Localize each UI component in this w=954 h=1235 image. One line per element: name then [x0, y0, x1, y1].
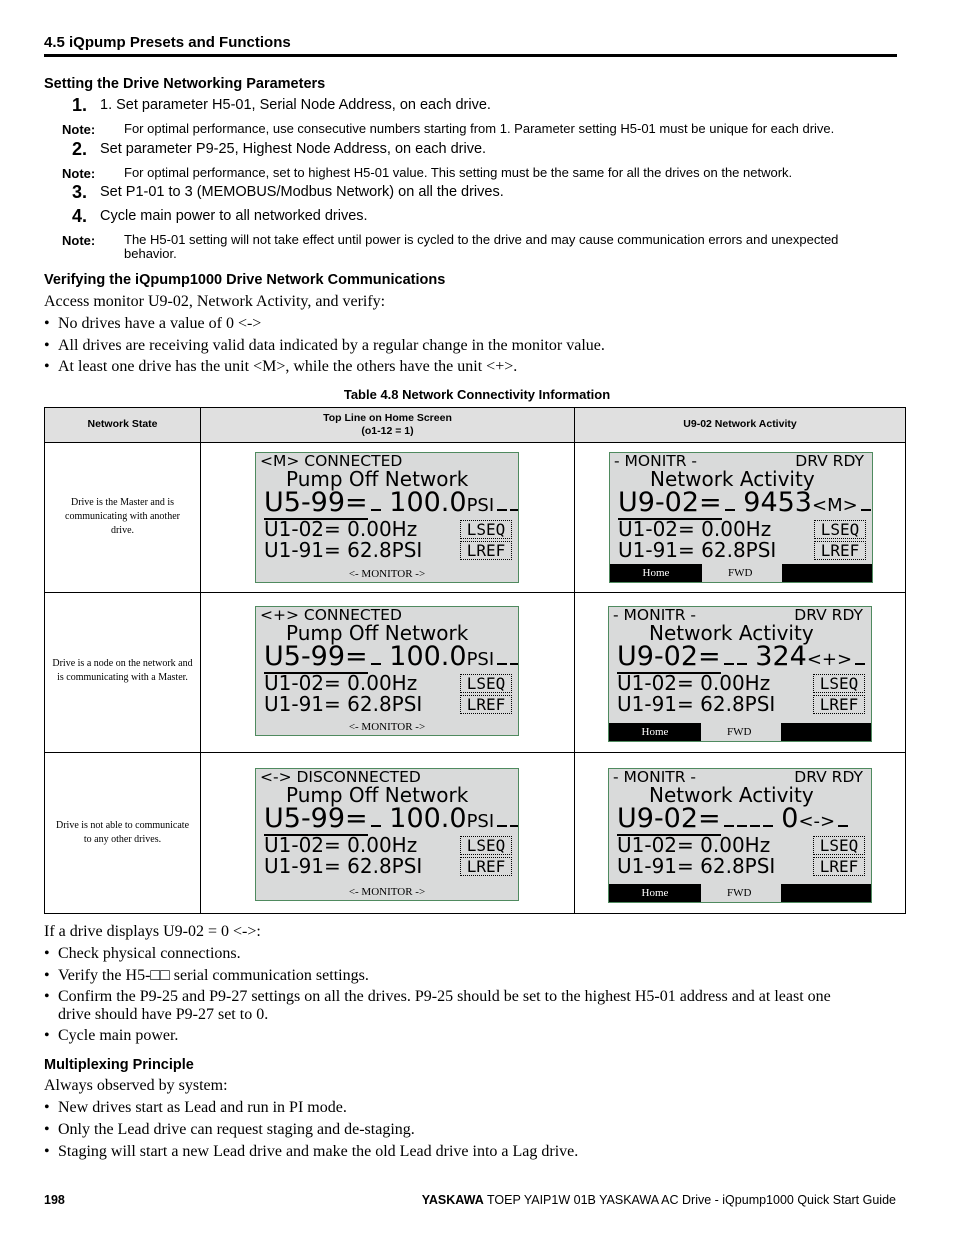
- troubleshoot-intro: If a drive displays U9-02 = 0 <->:: [44, 923, 261, 940]
- step-number: 2.: [72, 139, 88, 159]
- lref-indicator: LREF: [814, 541, 866, 560]
- list-item: • No drives have a value of 0 <->: [44, 315, 262, 332]
- table-caption: Table 4.8 Network Connectivity Information: [343, 387, 611, 402]
- list-item: • All drives are receiving valid data indicated by a regular change in the monitor value.: [44, 337, 605, 354]
- note-text: For optimal performance, set to highest H5-01 value. This setting must be the same for all the drives on the network.: [124, 165, 793, 180]
- network-activity-display: - MONITR - DRV RDY Network Activity U9-02= 324<+> U1-02= 0.00Hz U1-91= 62.8PSI LSEQ LREF Home FWD: [608, 606, 872, 742]
- network-activity-display: - MONITR - DRV RDY Network Activity U9-02= 9453<M> U1-02= 0.00Hz U1-91= 62.8PSI LSEQ LREF Home FWD: [609, 452, 873, 583]
- lref-indicator: LREF: [813, 695, 865, 714]
- list-item: • At least one drive has the unit <M>, while the others have the unit <+>.: [44, 358, 518, 375]
- column-header: Top Line on Home Screen (o1-12 = 1): [323, 412, 452, 437]
- step-number: 4.: [72, 206, 88, 226]
- column-header: U9-02 Network Activity: [683, 418, 797, 430]
- step-text: 1. Set parameter H5-01, Serial Node Address, on each drive.: [100, 97, 491, 113]
- column-header: Network State: [87, 418, 158, 430]
- note-label: Note:: [62, 166, 96, 181]
- lref-indicator: LREF: [813, 857, 865, 876]
- lseq-indicator: LSEQ: [813, 836, 865, 855]
- section-header: 4.5 iQpump Presets and Functions: [44, 34, 291, 51]
- home-screen-display: <M> CONNECTED Pump Off Network U5-99= 100.0PSI U1-02= 0.00Hz U1-91= 62.8PSI LSEQ LREF <- MONITOR ->: [255, 452, 519, 583]
- verify-heading: Verifying the iQpump1000 Drive Network Communications: [44, 272, 446, 288]
- note-text: The H5-01 setting will not take effect until power is cycled to the drive and may cause communication errors and unexpected: [124, 232, 839, 247]
- network-state-cell: Drive is a node on the network and is communicating with a Master.: [52, 658, 193, 683]
- network-state-cell: Drive is the Master and is communicating with another drive.: [65, 497, 180, 536]
- lseq-indicator: LSEQ: [460, 836, 512, 855]
- fwd-indicator: FWD: [727, 887, 752, 899]
- fwd-indicator: FWD: [728, 567, 753, 579]
- footer-doc-title: TOEP YAIP1W 01B YASKAWA AC Drive - iQpump1000 Quick Start Guide: [483, 1193, 896, 1207]
- note-text: behavior.: [124, 246, 177, 261]
- network-connectivity-table: [44, 407, 906, 914]
- list-item: • Check physical connections.: [44, 945, 241, 962]
- step-text: Set P1-01 to 3 (MEMOBUS/Modbus Network) on all the drives.: [100, 184, 504, 200]
- multiplex-intro: Always observed by system:: [44, 1077, 228, 1094]
- home-softkey: Home: [609, 723, 701, 741]
- list-item-continuation: drive should have P9-27 set to 0.: [58, 1006, 269, 1023]
- list-item: • Verify the H5-□□ serial communication settings.: [44, 967, 369, 984]
- lseq-indicator: LSEQ: [814, 520, 866, 539]
- footer-text: [422, 1193, 896, 1207]
- step-text: Set parameter P9-25, Highest Node Address, on each drive.: [100, 141, 487, 157]
- fwd-indicator: FWD: [727, 726, 752, 738]
- list-item: • Staging will start a new Lead drive and make the old Lead drive into a Lag drive.: [44, 1143, 579, 1160]
- lseq-indicator: LSEQ: [813, 674, 865, 693]
- list-item: • New drives start as Lead and run in PI mode.: [44, 1099, 347, 1116]
- lseq-indicator: LSEQ: [460, 520, 512, 539]
- home-screen-display: <+> CONNECTED Pump Off Network U5-99= 100.0PSI U1-02= 0.00Hz U1-91= 62.8PSI LSEQ LREF <- MONITOR ->: [255, 606, 519, 736]
- setting-heading: Setting the Drive Networking Parameters: [44, 76, 326, 92]
- page-number: 198: [44, 1193, 65, 1207]
- step-text: Cycle main power to all networked drives.: [100, 208, 368, 224]
- network-state-cell: Drive is not able to communicate to any other drives.: [55, 820, 190, 845]
- note-text: For optimal performance, use consecutive numbers starting from 1. Parameter setting H5-01 must be unique for each drive.: [124, 121, 835, 136]
- list-item: • Confirm the P9-25 and P9-27 settings on all the drives. P9-25 should be set to the highest H5-01 address and at least one: [44, 988, 831, 1005]
- lref-indicator: LREF: [460, 695, 512, 714]
- list-item: • Only the Lead drive can request staging and de-staging.: [44, 1121, 415, 1138]
- note-label: Note:: [62, 233, 96, 248]
- header-rule: [44, 54, 897, 57]
- network-activity-display: - MONITR - DRV RDY Network Activity U9-02= 0<-> U1-02= 0.00Hz U1-91= 62.8PSI LSEQ LREF Home FWD: [608, 768, 872, 903]
- home-softkey: Home: [609, 884, 701, 902]
- lref-indicator: LREF: [460, 541, 512, 560]
- multiplex-heading: Multiplexing Principle: [44, 1057, 194, 1073]
- lref-indicator: LREF: [460, 857, 512, 876]
- note-label: Note:: [62, 122, 96, 137]
- verify-intro: Access monitor U9-02, Network Activity, and verify:: [44, 293, 386, 310]
- step-number: 1.: [72, 95, 88, 115]
- lseq-indicator: LSEQ: [460, 674, 512, 693]
- home-softkey: Home: [610, 564, 702, 582]
- step-number: 3.: [72, 182, 88, 202]
- footer-brand: YASKAWA: [421, 1193, 484, 1207]
- home-screen-display: <-> DISCONNECTED Pump Off Network U5-99= 100.0PSI U1-02= 0.00Hz U1-91= 62.8PSI LSEQ LREF <- MONITOR ->: [255, 768, 519, 901]
- list-item: • Cycle main power.: [44, 1027, 179, 1044]
